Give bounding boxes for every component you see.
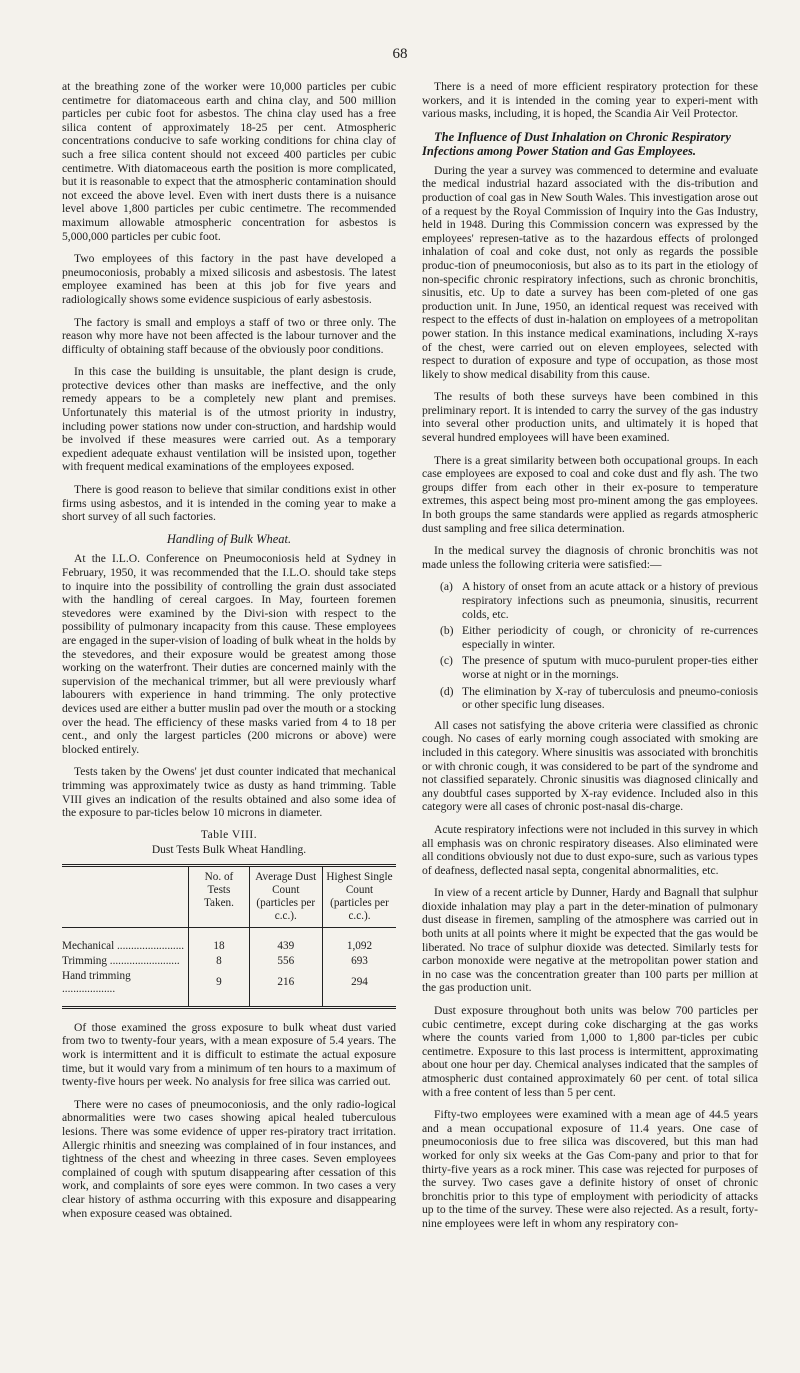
page-number: 68 — [392, 46, 408, 62]
table-cell: 216 — [249, 969, 322, 1008]
table-cell: 18 — [189, 927, 249, 954]
table-subcaption: Dust Tests Bulk Wheat Handling. — [151, 844, 307, 857]
paragraph: The factory is small and employs a staff of two or three only. The reason why more have not been affected is the labour turnover and the difficulty of obtaining staff because of the obviously poor conditions. — [62, 315, 396, 356]
table-cell: 1,092 — [323, 927, 397, 954]
list-item-text: Either periodicity of cough, or chronicity of re-currences especially in winter. — [462, 624, 758, 651]
table-cell: 439 — [249, 927, 322, 954]
paragraph: At the I.L.O. Conference on Pneumoconiosis held at Sydney in February, 1950, it was recommended that the I.L.O. should take steps to inquire into the possibility of controlling the grain dust associated with the handling of cereal cargoes. In May, fourteen foremen stevedores were examined by the Divi-sion with respect to the possibility of pulmonary incapacity from this cause. These employees are engaged in the super-vision of loading of bulk wheat in the holds by the stevedores, and their exposure would be greatest among those working on the waterfront. Their duties are concerned mainly with the supervision of the mechanical trimmer, but all were previously wharf labourers with experience in hand trimming. The only protective devices used are either a butter muslin pad over the mouth or a stocking over the head. The efficiency of these masks varied from 4 to 18 per cent., and only the largest particles (200 microns or above) were blocked entirely. — [62, 552, 396, 756]
dust-tests-table — [62, 864, 396, 1009]
paragraph: Tests taken by the Owens' jet dust counter indicated that mechanical trimming was approximately twice as dusty as hand trimming. Table VIII gives an indication of the results obtained and also some idea of the exposure to par-ticles below 10 microns in diameter. — [62, 765, 396, 820]
list-item-text: A history of onset from an acute attack or a history of previous respiratory infections such as pneumonia, sinusitis, recurrent colds, etc. — [462, 580, 758, 621]
paragraph: There is good reason to believe that similar conditions exist in other firms using asbestos, and it is intended in the coming year to make a short survey of all such factories. — [62, 483, 396, 524]
paragraph: There is a great similarity between both occupational groups. In each case employees are exposed to coal and coke dust and fly ash. The two groups differ from each other in their ex-posure to temperature extremes, this aspect being most pro-minent among the gas employees. In both groups the same standards were applied as regards atmospheric dust sampling and free silica determination. — [422, 453, 758, 535]
paragraph: The results of both these surveys have been combined in this preliminary report. It is intended to carry the survey of the gas industry into several other production units, and ultimately it is hoped that several hundred employees will have been examined. — [422, 390, 758, 445]
paragraph: There were no cases of pneumoconiosis, and the only radio-logical abnormalities were two cases showing apical healed tuberculous lesions. There was some evidence of upper res-piratory tract irritation. Allergic rhinitis and sneezing was complained of in four instances, and tightness of the chest and wheezing in three cases. Seven employees complained of cough with sputum disappearing after cessation of this work, and complaints of sore eyes were common. In two cases a very clear history of asthma occurring with this exposure and disappearing when exposure ceased was obtained. — [62, 1097, 396, 1220]
table-cell: Mechanical ........................ — [62, 939, 185, 952]
paragraph: Fifty-two employees were examined with a mean age of 44.5 years and a mean occupational exposure of 11.4 years. One case of pneumoconiosis due to free silica was discovered, but this man had worked for only six weeks at the Gas Com-pany and prior to that for thirty-five years as a rock miner. This case was rejected for purposes of the survey. Two cases gave a definite history of onset of chronic bronchitis prior to this type of employment with periodicity of attacks up to the time of the survey. These were also rejected. As a result, forty-nine employees were left in whom any respiratory con- — [422, 1108, 758, 1230]
table-cell: 8 — [189, 954, 249, 969]
paragraph: Two employees of this factory in the past have developed a pneumoconiosis, probably a mixed silicosis and asbestosis. The latest employee examined has been at this job for five years and radiologically shows some evidence suspicious of early asbestosis. — [62, 252, 396, 306]
list-item-text: The presence of sputum with muco-purulent proper-ties either worse at night or in the mornings. — [462, 654, 758, 681]
table-cell: 9 — [189, 969, 249, 1008]
paragraph: at the breathing zone of the worker were 10,000 particles per cubic centimetre for diatomaceous earth and china clay, and 500 million particles per cubic foot for asbestos. The china clay used has a free silica content of approximately 18-25 per cent. Atmospheric concentrations conducive to safe working conditions for china clay of such a free silica content should not exceed 400 particles per cubic centimetre. With diatomaceous earth the position is more complicated, but it is reasonable to expect that the atmospheric contamination should not exceed the above level. Even with inert dusts there is a nuisance level above 1,800 particles per cubic centimetre. The recommended maximum allowable atmospheric concentration for asbestos is 5,000,000 particles per cubic foot. — [62, 80, 396, 243]
paragraph: Of those examined the gross exposure to bulk wheat dust varied from two to twenty-four years, with a mean exposure of 5.4 years. The work is intermittent and it is difficult to estimate the actual exposure time, but it would vary from a minimum of ten hours to a maximum of twenty-five hours per week. No analysis for free silica was carried out. — [62, 1020, 396, 1089]
table-header-cell: No. of Tests Taken. — [189, 865, 249, 927]
list-item — [422, 685, 758, 712]
list-marker: (b) — [440, 624, 454, 638]
list-item-text: The elimination by X-ray of tuberculosis and pneumo-coniosis or other specific lung diseases. — [462, 684, 758, 712]
paragraph: There is a need of more efficient respiratory protection for these workers, and it is intended in the coming year to experi-ment with various masks, including, it is hoped, the Scandia Air Veil Protector. — [422, 80, 758, 121]
list-item — [422, 624, 758, 651]
paragraph: In this case the building is unsuitable, the plant design is crude, protective devices other than masks are ineffective, and the only remedy appears to be a completely new plant and premises. Unfortunately this material is of the utmost priority in industry, including power stations now under con-struction, and hardship would be involved if these measures were carried out. As a temporary expedient adequate exhaust ventilation will be insisted upon, together with frequent medical examinations of the employees exposed. — [62, 365, 396, 474]
section-heading-bulk-wheat: Handling of Bulk Wheat. — [166, 531, 292, 546]
table-header-cell: Average Dust Count (particles per c.c.). — [249, 865, 322, 927]
paragraph: In the medical survey the diagnosis of chronic bronchitis was not made unless the following criteria were satisfied:— — [422, 544, 758, 571]
paragraph: All cases not satisfying the above criteria were classified as chronic cough. No cases of early morning cough associated with smoking are included in this category. Where sinusitis was associated with bronchitis or with chronic cough, it was considered to be part of the syndrome and not classified separately. Chronic sinusitis was diagnosed clinically and any doubtful cases supported by X-ray evidence. Included also in this category were all cases of chronic post-nasal dis-charge. — [422, 718, 758, 814]
table-header-cell: Highest Single Count (particles per c.c.). — [323, 865, 397, 927]
list-marker: (a) — [440, 580, 453, 594]
table-row — [62, 927, 396, 954]
left-column — [62, 80, 396, 1229]
paragraph: Acute respiratory infections were not included in this survey in which all emphasis was on chronic respiratory diseases. Also eliminated were all conditions obviously not due to dust expo-sure, such as various types of deafness, deflected nasal septa, congenital abnormalities, etc. — [422, 822, 758, 877]
table-cell: 556 — [249, 954, 322, 969]
table-row — [62, 954, 396, 969]
list-item — [422, 654, 758, 681]
list-marker: (c) — [440, 654, 453, 668]
table-header-cell — [62, 865, 189, 927]
table-caption: Table VIII. — [200, 828, 258, 841]
right-column — [422, 80, 758, 1240]
table-cell: 294 — [323, 969, 397, 1008]
table-cell: Hand trimming ................... — [62, 969, 189, 1008]
section-heading-gas-employees: The Influence of Dust Inhalation on Chronic Respiratory Infections among Power Station and Gas Employees. — [422, 129, 731, 158]
list-item — [422, 580, 758, 621]
paragraph: Dust exposure throughout both units was below 700 particles per cubic centimetre, except during coke discharging at the gas works where the counts varied from 1,000 to 1,800 par-ticles per cubic centimetre. Exposure to this last process is intermittent, approximating about one hour per day. Chemical analyses indicated that the samples of atmospheric dust contained approximately 60 per cent. of total silica with a free content of less than 5 per cent. — [422, 1004, 758, 1099]
paragraph: During the year a survey was commenced to determine and evaluate the medical industrial hazard associated with the dis-tribution and production of coal gas in New South Wales. This investigation arose out of a request by the Royal Commission of Inquiry into the Gas Industry, held in 1948. During this Commission concern was expressed by the employees' represen-tative as to the hazardous effects of prolonged inhalation of coal and coke dust, not only as regards the possible produc-tion of pneumoconiosis, but also as to its part in the etiology of non-specific chronic respiratory infections, such as chronic bronchitis, sinusitis, etc. Up to date a survey has been com-pleted of one gas production unit. In June, 1950, an identical request was received with respect to the effects of dust in-halation on employees of a metropolitan power station. In this instance medical examinations, including X-rays of the chest, were carried out on eleven employees, selected with respect to duration of exposure and type of occupation, as those most likely to show medical disability from this cause. — [422, 163, 758, 381]
table-row — [62, 969, 396, 1008]
table-cell: 693 — [323, 954, 397, 969]
table-cell: Trimming ......................... — [62, 954, 180, 967]
paragraph: In view of a recent article by Dunner, Hardy and Bagnall that sulphur dioxide inhalation may play a part in the deter-mination of pulmonary dust disease in firemen, sampling of the atmosphere was carried out in both units at all points where it might be expected that the gas would be liberated. No trace of sulphur dioxide was detected. Similarly tests for carbon monoxide were negative at the metropolitan power station and in no case was the concentration greater than 100 parts per million at the gas production unit. — [422, 886, 758, 995]
criteria-list — [422, 580, 758, 711]
table-header-row — [62, 865, 396, 927]
list-marker: (d) — [440, 684, 454, 698]
